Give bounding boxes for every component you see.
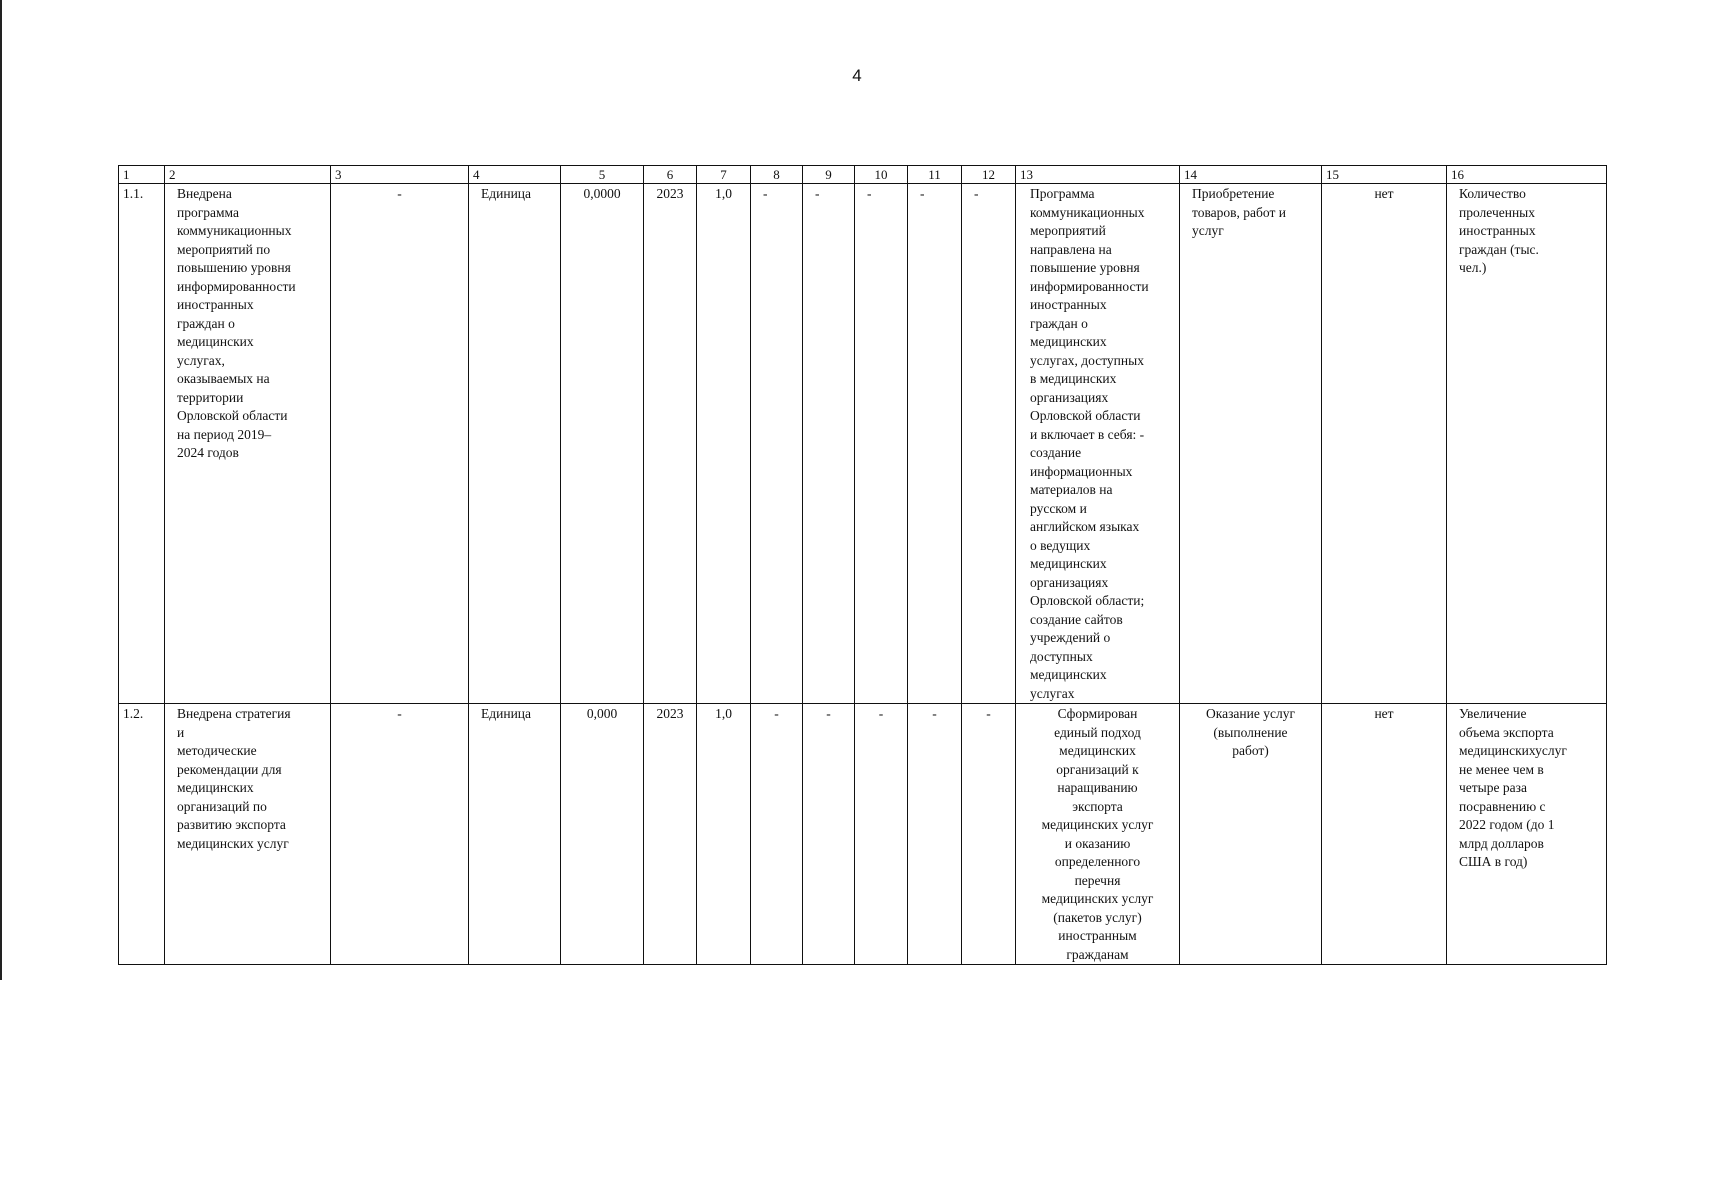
header-cell-3: 3: [331, 166, 469, 184]
result-cell: Увеличение объема экспорта медицинскихуслуг не менее чем в четыре раза посравнению с 2022 годом (до 1 млрд долларов США в год): [1447, 704, 1607, 965]
header-cell-16: 16: [1447, 166, 1607, 184]
cell-col3: -: [331, 704, 469, 965]
header-cell-4: 4: [469, 166, 561, 184]
header-cell-10: 10: [855, 166, 908, 184]
header-cell-9: 9: [803, 166, 855, 184]
measures-table: [118, 165, 1607, 965]
header-cell-12: 12: [962, 166, 1016, 184]
cell-col11: -: [908, 184, 962, 704]
scan-left-edge: [0, 0, 2, 980]
year-cell: 2023: [644, 704, 697, 965]
row-number: 1.2.: [119, 704, 165, 965]
description-cell: Сформирован единый подход медицинских организаций к наращиванию экспорта медицинских услуг и оказанию определенного перечня медицинских услуг (пакетов услуг) иностранным гражданам: [1016, 704, 1180, 965]
header-cell-14: 14: [1180, 166, 1322, 184]
measure-name: Внедрена программа коммуникационных мероприятий по повышению уровня информированности иностранных граждан о медицинских услугах, оказываемых на территории Орловской области на период 2019– 2024 годов: [165, 184, 331, 704]
cell-col10: -: [855, 704, 908, 965]
header-cell-1: 1: [119, 166, 165, 184]
page-number: 4: [852, 66, 862, 85]
unit-cell: Единица: [469, 704, 561, 965]
cell-col8: -: [751, 704, 803, 965]
table-row: [119, 184, 1607, 704]
description-cell: Программа коммуникационных мероприятий направлена на повышение уровня информированности иностранных граждан о медицинских услугах, доступных в медицинских организациях Орловской области и включает в себя: - создание информационных материалов на русском и английском языках о ведущих медицинских организациях Орловской области; создание сайтов учреждений о доступных медицинских услугах: [1016, 184, 1180, 704]
unit-cell: Единица: [469, 184, 561, 704]
row-number: 1.1.: [119, 184, 165, 704]
cell-col14: Оказание услуг (выполнение работ): [1180, 704, 1322, 965]
header-cell-7: 7: [697, 166, 751, 184]
cell-col5: 0,0000: [561, 184, 644, 704]
cell-col14: Приобретение товаров, работ и услуг: [1180, 184, 1322, 704]
cell-col9: -: [803, 184, 855, 704]
header-cell-2: 2: [165, 166, 331, 184]
cell-col15: нет: [1322, 184, 1447, 704]
result-cell: Количество пролеченных иностранных граждан (тыс. чел.): [1447, 184, 1607, 704]
header-cell-6: 6: [644, 166, 697, 184]
header-cell-5: 5: [561, 166, 644, 184]
header-cell-13: 13: [1016, 166, 1180, 184]
cell-col8: -: [751, 184, 803, 704]
year-cell: 2023: [644, 184, 697, 704]
cell-col15: нет: [1322, 704, 1447, 965]
cell-col12: -: [962, 184, 1016, 704]
header-cell-8: 8: [751, 166, 803, 184]
cell-col7: 1,0: [697, 704, 751, 965]
cell-col7: 1,0: [697, 184, 751, 704]
header-row: [119, 166, 1607, 184]
cell-col3: -: [331, 184, 469, 704]
header-cell-11: 11: [908, 166, 962, 184]
measure-name: Внедрена стратегия и методические рекомендации для медицинских организаций по развитию экспорта медицинских услуг: [165, 704, 331, 965]
cell-col9: -: [803, 704, 855, 965]
cell-col5: 0,000: [561, 704, 644, 965]
cell-col11: -: [908, 704, 962, 965]
cell-col10: -: [855, 184, 908, 704]
table-row: [119, 704, 1607, 965]
cell-col12: -: [962, 704, 1016, 965]
header-cell-15: 15: [1322, 166, 1447, 184]
